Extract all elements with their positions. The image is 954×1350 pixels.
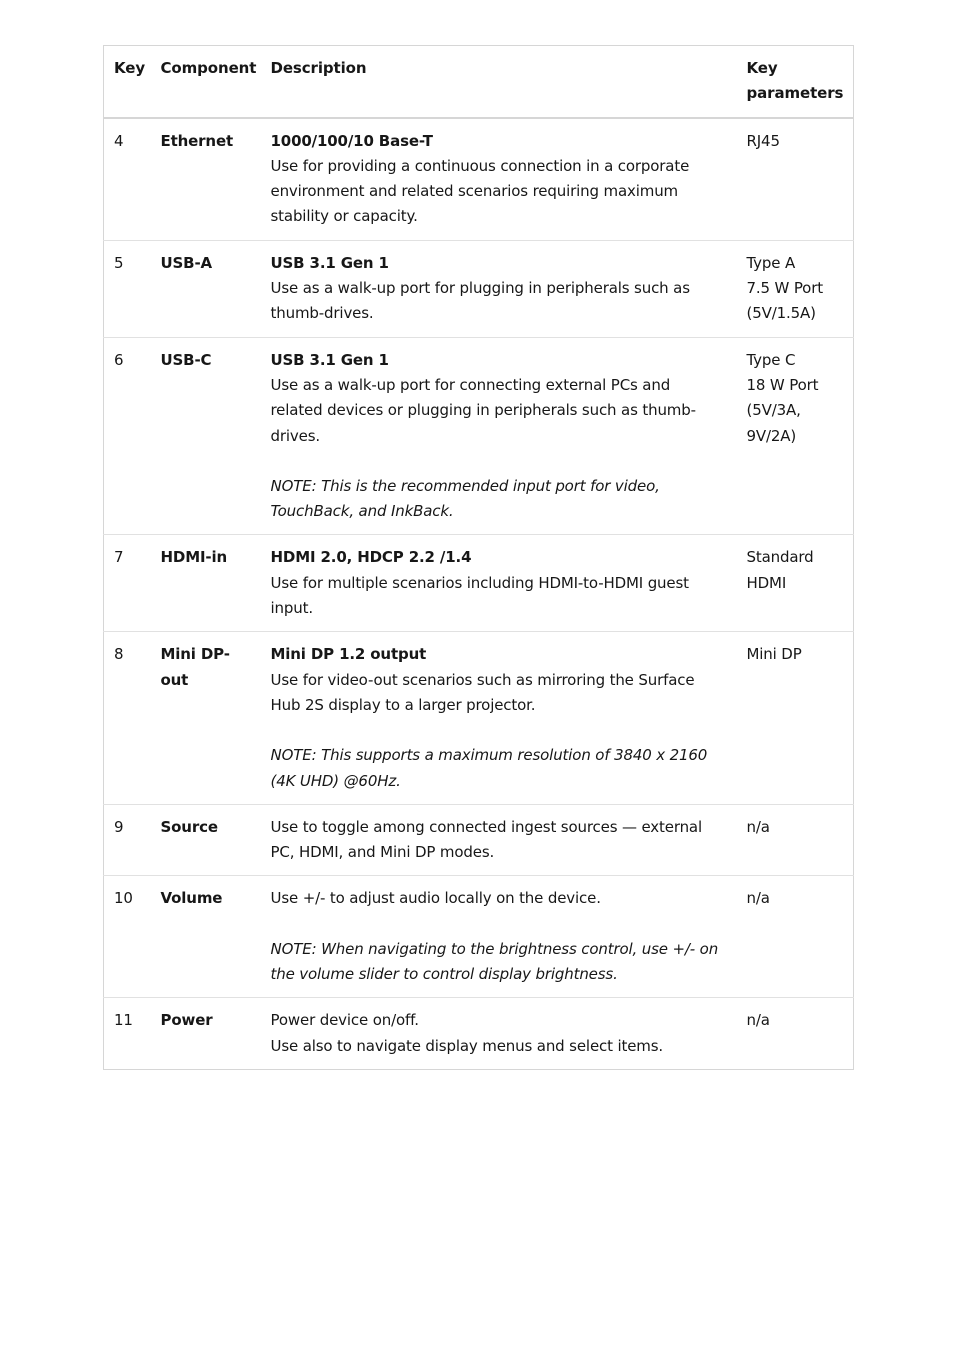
description-title: USB 3.1 Gen 1 xyxy=(270,350,389,369)
parameter-value: n/a xyxy=(746,1011,770,1030)
header-component: Component xyxy=(151,46,261,118)
row-parameters xyxy=(737,118,854,241)
row-key: 7 xyxy=(104,535,151,632)
row-description xyxy=(261,998,737,1070)
parameter-value: RJ45 xyxy=(746,131,780,150)
parameter-value: n/a xyxy=(746,817,770,836)
parameter-value: Mini DP xyxy=(746,645,802,664)
parameter-value: Type A xyxy=(746,253,796,272)
row-description xyxy=(261,535,737,632)
row-component: USB-A xyxy=(151,240,261,337)
row-key: 11 xyxy=(104,998,151,1070)
table-row xyxy=(104,632,854,804)
table-row xyxy=(104,998,854,1070)
row-key: 5 xyxy=(104,240,151,337)
row-parameters xyxy=(737,337,854,535)
description-title: 1000/100/10 Base-T xyxy=(270,131,433,150)
description-title: Mini DP 1.2 output xyxy=(270,645,427,664)
parameter-value: 7.5 W Port (5V/1.5A) xyxy=(746,279,823,323)
header-parameters: Key parameters xyxy=(737,46,854,118)
row-parameters xyxy=(737,804,854,876)
description-text-extra: Use also to navigate display menus and select items. xyxy=(270,1036,664,1055)
row-component: Power xyxy=(151,998,261,1070)
table-row xyxy=(104,118,854,241)
row-component: Mini DP-out xyxy=(151,632,261,804)
table-row xyxy=(104,337,854,535)
row-parameters xyxy=(737,998,854,1070)
row-parameters xyxy=(737,240,854,337)
table-header xyxy=(104,46,854,118)
description-text: Use for providing a continuous connection in a corporate environment and related scenarios requiring maximum stability or capacity. xyxy=(270,156,690,226)
description-text: Use as a walk-up port for plugging in peripherals such as thumb-drives. xyxy=(270,279,690,323)
parameter-value: Type C xyxy=(746,350,796,369)
row-description xyxy=(261,118,737,241)
header-row xyxy=(104,46,854,118)
row-parameters xyxy=(737,876,854,998)
row-parameters xyxy=(737,535,854,632)
parameter-value: n/a xyxy=(746,889,770,908)
table-row xyxy=(104,535,854,632)
description-note: NOTE: This supports a maximum resolution of 3840 x 2160 (4K UHD) @60Hz. xyxy=(270,746,708,790)
row-key: 4 xyxy=(104,118,151,241)
header-description: Description xyxy=(261,46,737,118)
row-description xyxy=(261,240,737,337)
description-title: HDMI 2.0, HDCP 2.2 /1.4 xyxy=(270,548,472,567)
description-title: USB 3.1 Gen 1 xyxy=(270,253,389,272)
row-key: 8 xyxy=(104,632,151,804)
description-note: NOTE: When navigating to the brightness control, use +/- on the volume slider to control display brightness. xyxy=(270,939,719,984)
header-key: Key xyxy=(104,46,151,118)
table-row xyxy=(104,240,854,337)
description-text: Use as a walk-up port for connecting external PCs and related devices or plugging in peripherals such as thumb-drives. xyxy=(270,375,696,445)
description-text: Use to toggle among connected ingest sources — external PC, HDMI, and Mini DP modes. xyxy=(270,817,702,862)
row-key: 10 xyxy=(104,876,151,998)
row-component: Ethernet xyxy=(151,118,261,241)
table-row xyxy=(104,876,854,998)
parameter-value: Standard HDMI xyxy=(746,548,814,592)
row-parameters xyxy=(737,632,854,804)
row-component: USB-C xyxy=(151,337,261,535)
row-key: 9 xyxy=(104,804,151,876)
row-key: 6 xyxy=(104,337,151,535)
row-component: HDMI-in xyxy=(151,535,261,632)
parameter-value: 18 W Port (5V/3A, 9V/2A) xyxy=(746,375,819,445)
table-row xyxy=(104,804,854,876)
description-text: Power device on/off. xyxy=(270,1011,419,1030)
ports-table xyxy=(103,45,854,1070)
row-component: Volume xyxy=(151,876,261,998)
row-description xyxy=(261,337,737,535)
table-body xyxy=(104,118,854,1070)
row-description xyxy=(261,632,737,804)
row-description xyxy=(261,804,737,876)
description-text: Use +/- to adjust audio locally on the device. xyxy=(270,889,601,908)
description-text: Use for video-out scenarios such as mirroring the Surface Hub 2S display to a larger projector. xyxy=(270,670,695,714)
row-component: Source xyxy=(151,804,261,876)
description-text: Use for multiple scenarios including HDMI-to-HDMI guest input. xyxy=(270,573,689,618)
row-description xyxy=(261,876,737,998)
description-note: NOTE: This is the recommended input port for video, TouchBack, and InkBack. xyxy=(270,476,660,521)
